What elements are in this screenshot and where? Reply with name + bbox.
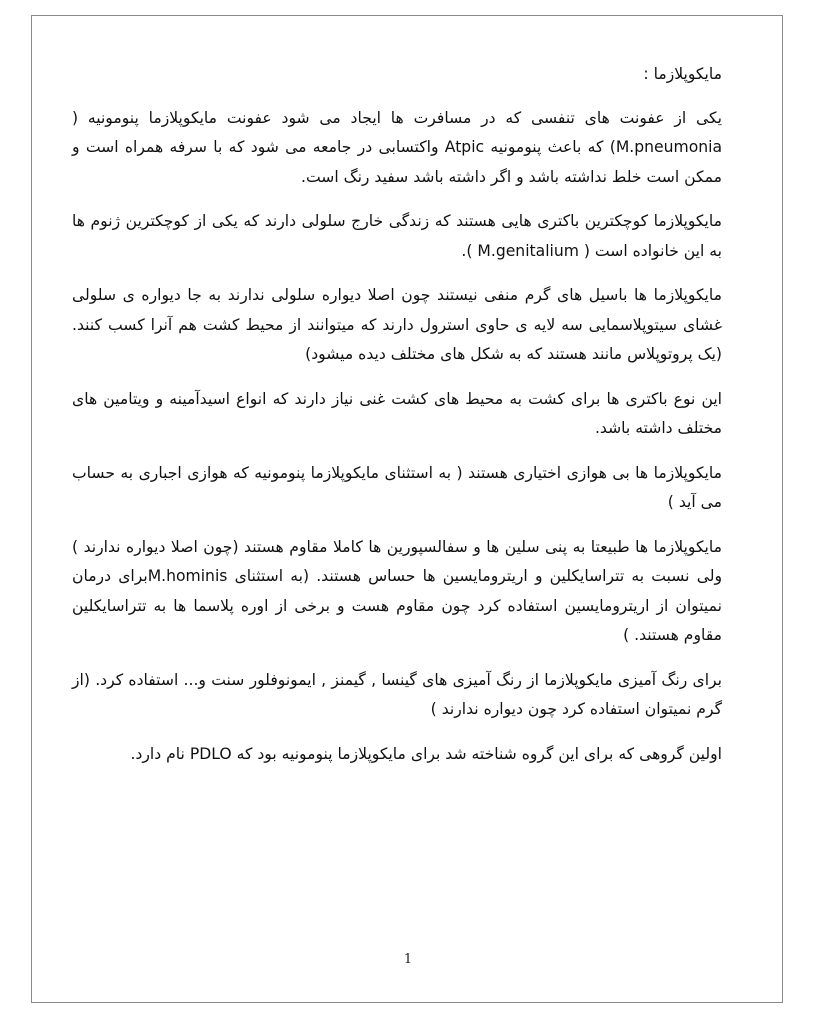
- document-body: [72, 60, 722, 784]
- paragraph-respiratory-infection: یکی از عفونت های تنفسی که در مسافرت ها ایجاد می شود عفونت مایکوپلازما پنومونیه ( M.pneumonia) که باعث پنومونیه Atpic واکتسابی در جامعه می شود که با سرفه همراه است و ممکن است خلط نداشته باشد و اگر داشته باشد سفید رنگ است.: [72, 108, 722, 186]
- paragraph-culture-media: این نوع باکتری ها برای کشت به محیط های کشت غنی نیاز دارند که انواع اسیدآمینه و ویتامین های مختلف داشته باشد.: [72, 389, 722, 437]
- paragraph-pplo: اولین گروهی که برای این گروه شناخته شد برای مایکوپلازما پنومونیه بود که PDLO نام دارد.: [130, 744, 722, 763]
- document-heading: مایکوپلازما :: [643, 65, 722, 83]
- paragraph-antibiotics: مایکوپلازما ها طبیعتا به پنی سلین ها و سفالسپورین ها کاملا مقاوم هستند (چون اصلا دیواره ندارند ) ولی نسبت به تتراسایکلین و اریترومایسین ها حساس هستند. (به استثنای M.hominisبرای درمان نمیتوان از اریترومایسین استفاده کرد چون مقاوم هست و برخی از اوره پلاسما ها به تتراسایکلین مقاوم هستند. ): [72, 537, 722, 644]
- paragraph-anaerobic: مایکوپلازما ها بی هوازی اختیاری هستند ( به استثنای مایکوپلازما پنومونیه که هوازی اجباری به حساب می آید ): [72, 463, 722, 511]
- paragraph-smallest-bacteria: مایکوپلازما کوچکترین باکتری هایی هستند که زندگی خارج سلولی دارند که یکی از کوچکترین ژنوم ها به این خانواده است ( M.genitalium ).: [72, 212, 722, 260]
- page-number: 1: [403, 952, 413, 967]
- paragraph-staining: برای رنگ آمیزی مایکوپلازما از رنگ آمیزی های گینسا , گیمنز , ایمونوفلور سنت و... استفاده کرد. (از گرم نمیتوان استفاده کرد چون دیواره ندارند ): [72, 670, 722, 718]
- paragraph-cell-wall: مایکوپلازما ها باسیل های گرم منفی نیستند چون اصلا دیواره سلولی ندارند به جا دیواره ی سلولی غشای سیتوپلاسمایی سه لایه ی حاوی استرول دارند که میتوانند از محیط کشت هم آنرا کسب کنند.(یک پروتوپلاس مانند هستند که به شکل های مختلف دیده میشود): [72, 286, 722, 363]
